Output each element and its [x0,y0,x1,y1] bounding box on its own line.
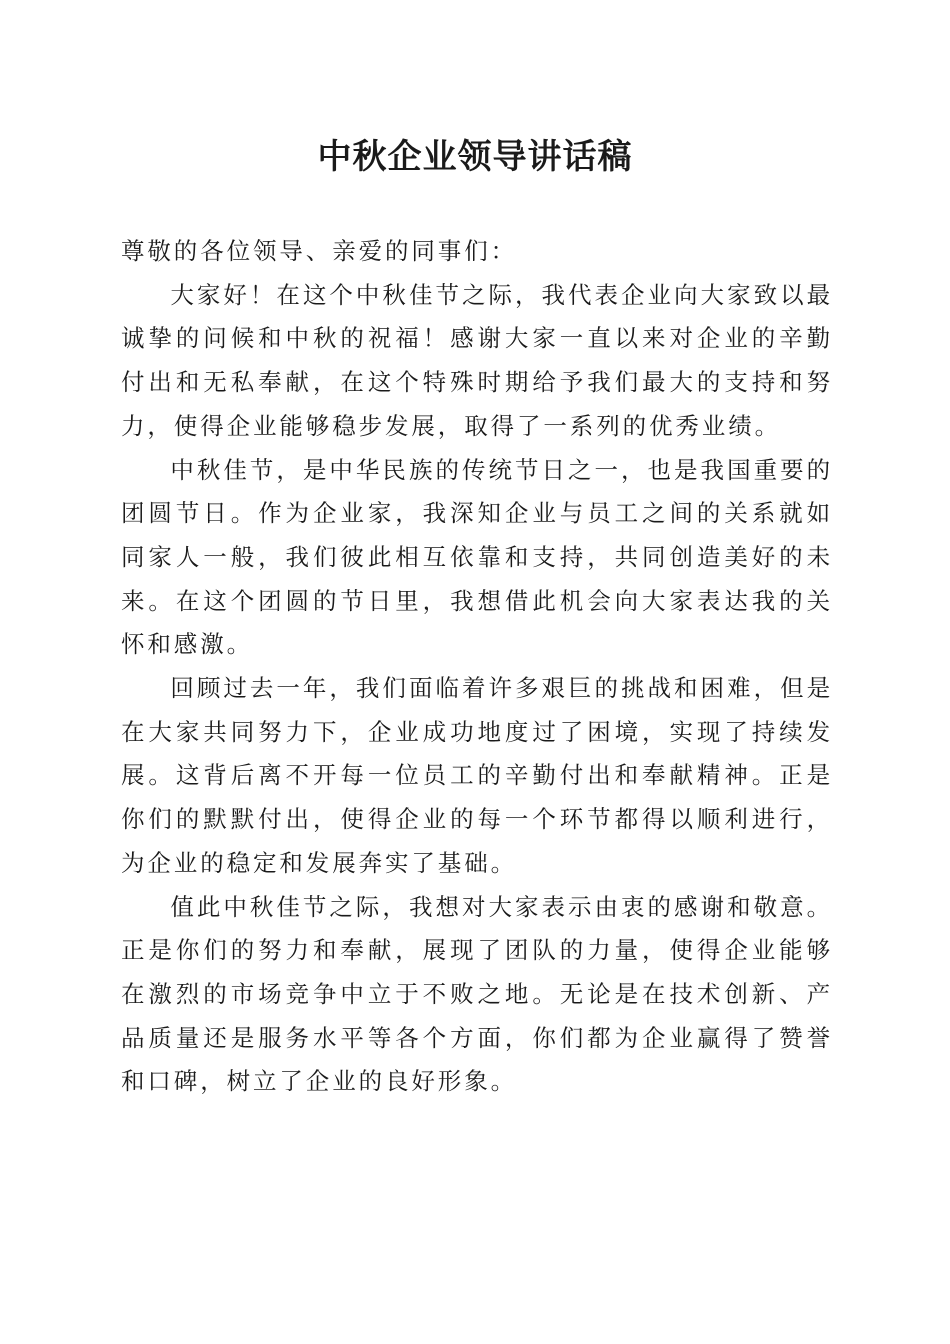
paragraph-3: 回顾过去一年，我们面临着许多艰巨的挑战和困难，但是在大家共同努力下，企业成功地度过了困境，实现了持续发展。这背后离不开每一位员工的辛勤付出和奉献精神。正是你们的默默付出，使得企业的每一个环节都得以顺利进行，为企业的稳定和发展奔实了基础。 [121,674,833,877]
paragraph-2: 中秋佳节，是中华民族的传统节日之一，也是我国重要的团圆节日。作为企业家，我深知企业与员工之间的关系就如同家人一般，我们彼此相互依靠和支持，共同创造美好的未来。在这个团圆的节日里，我想借此机会向大家表达我的关怀和感激。 [121,455,833,659]
paragraph-4: 值此中秋佳节之际，我想对大家表示由衷的感谢和敬意。正是你们的努力和奉献，展现了团队的力量，使得企业能够在激烈的市场竞争中立于不败之地。无论是在技术创新、产品质量还是服务水平等各个方面，你们都为企业赢得了赞誉和口碑，树立了企业的良好形象。 [121,892,833,1096]
document-title: 中秋企业领导讲话稿 [317,137,633,177]
paragraph-1: 大家好！在这个中秋佳节之际，我代表企业向大家致以最诚挚的问候和中秋的祝福！感谢大家一直以来对企业的辛勤付出和无私奉献，在这个特殊时期给予我们最大的支持和努力，使得企业能够稳步发展，取得了一系列的优秀业绩。 [121,280,833,440]
salutation: 尊敬的各位领导、亲爱的同事们： [121,237,517,265]
document-body [121,230,833,1104]
